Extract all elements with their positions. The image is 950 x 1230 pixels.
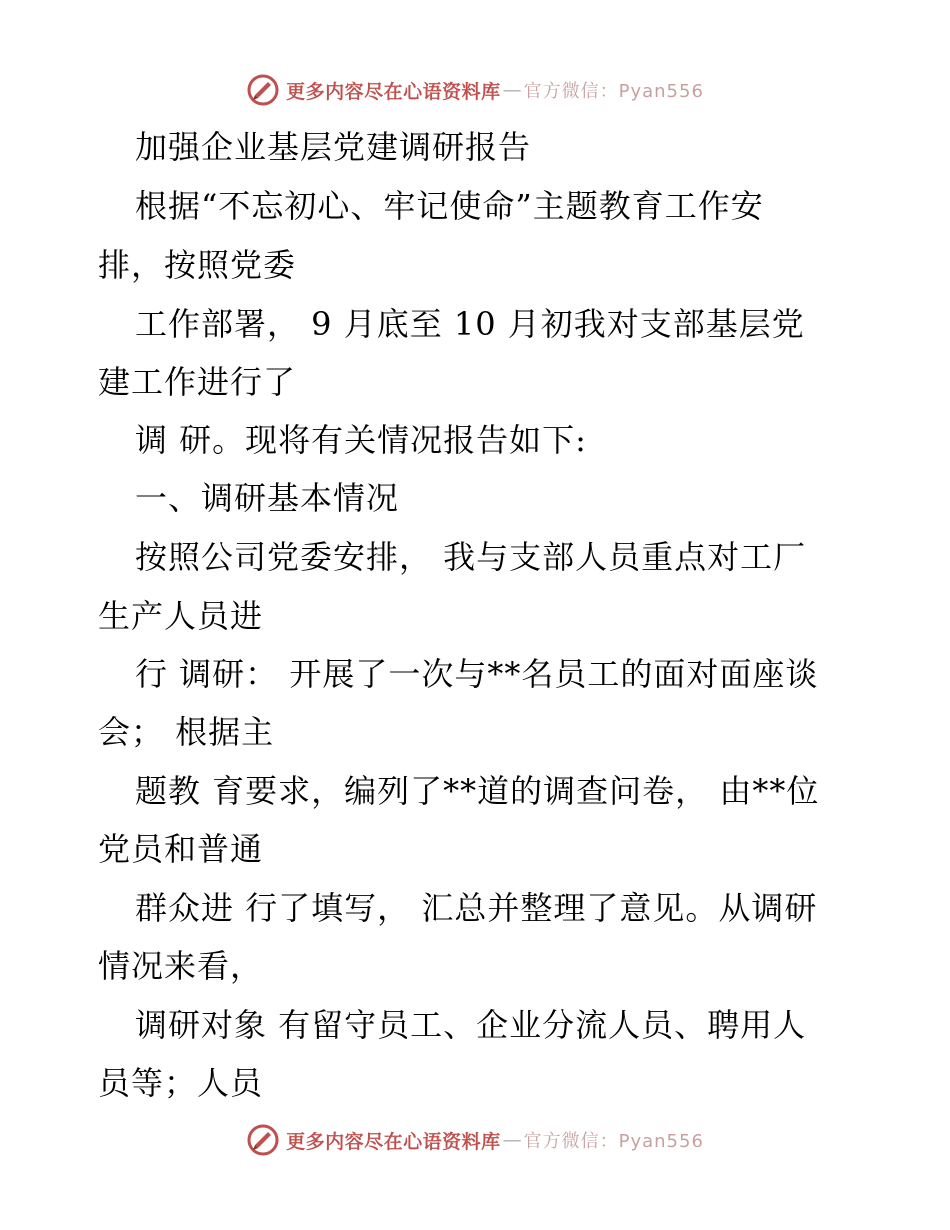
- paragraph-line: 排，按照党委: [98, 246, 297, 284]
- paragraph-line: 行 调研： 开展了一次与**名员工的面对面座谈: [135, 655, 819, 693]
- paragraph-line: 调研对象 有留守员工、企业分流人员、聘用人: [135, 1006, 807, 1044]
- section-heading: 一、调研基本情况: [135, 479, 400, 517]
- document-title: 加强企业基层党建调研报告: [135, 128, 532, 166]
- paragraph-line: 题教 育要求，编列了**道的调查问卷， 由**位: [135, 772, 820, 810]
- paragraph-line: 员等；人员: [98, 1064, 264, 1102]
- banner-wechat: 官方微信：Pyan556: [523, 81, 704, 102]
- header-banner: [0, 70, 950, 110]
- paragraph-line: 情况来看，: [98, 947, 264, 985]
- paragraph-line: 建工作进行了: [98, 363, 297, 401]
- banner-title: 更多内容尽在心语资料库: [286, 1130, 501, 1153]
- banner-separator: —: [502, 1129, 522, 1151]
- paragraph-line: 调 研。现将有关情况报告如下:: [135, 421, 587, 459]
- banner-separator: —: [502, 79, 522, 101]
- footer-banner: [0, 1120, 950, 1160]
- banner-title: 更多内容尽在心语资料库: [286, 80, 501, 103]
- paragraph-line: 根据“不忘初心、牢记使命”主题教育工作安: [135, 187, 764, 225]
- banner-wechat: 官方微信：Pyan556: [523, 1131, 704, 1152]
- paragraph-line: 生产人员进: [98, 597, 264, 635]
- brand-logo-icon: [246, 1123, 280, 1157]
- paragraph-line: 党员和普通: [98, 830, 264, 868]
- paragraph-line: 会； 根据主: [98, 713, 275, 751]
- brand-logo-icon: [246, 73, 280, 107]
- paragraph-line: 按照公司党委安排， 我与支部人员重点对工厂: [135, 538, 807, 576]
- paragraph-line: 工作部署， 9 月底至 10 月初我对支部基层党: [135, 305, 805, 343]
- paragraph-line: 群众进 行了填写， 汇总并整理了意见。从调研: [135, 889, 818, 927]
